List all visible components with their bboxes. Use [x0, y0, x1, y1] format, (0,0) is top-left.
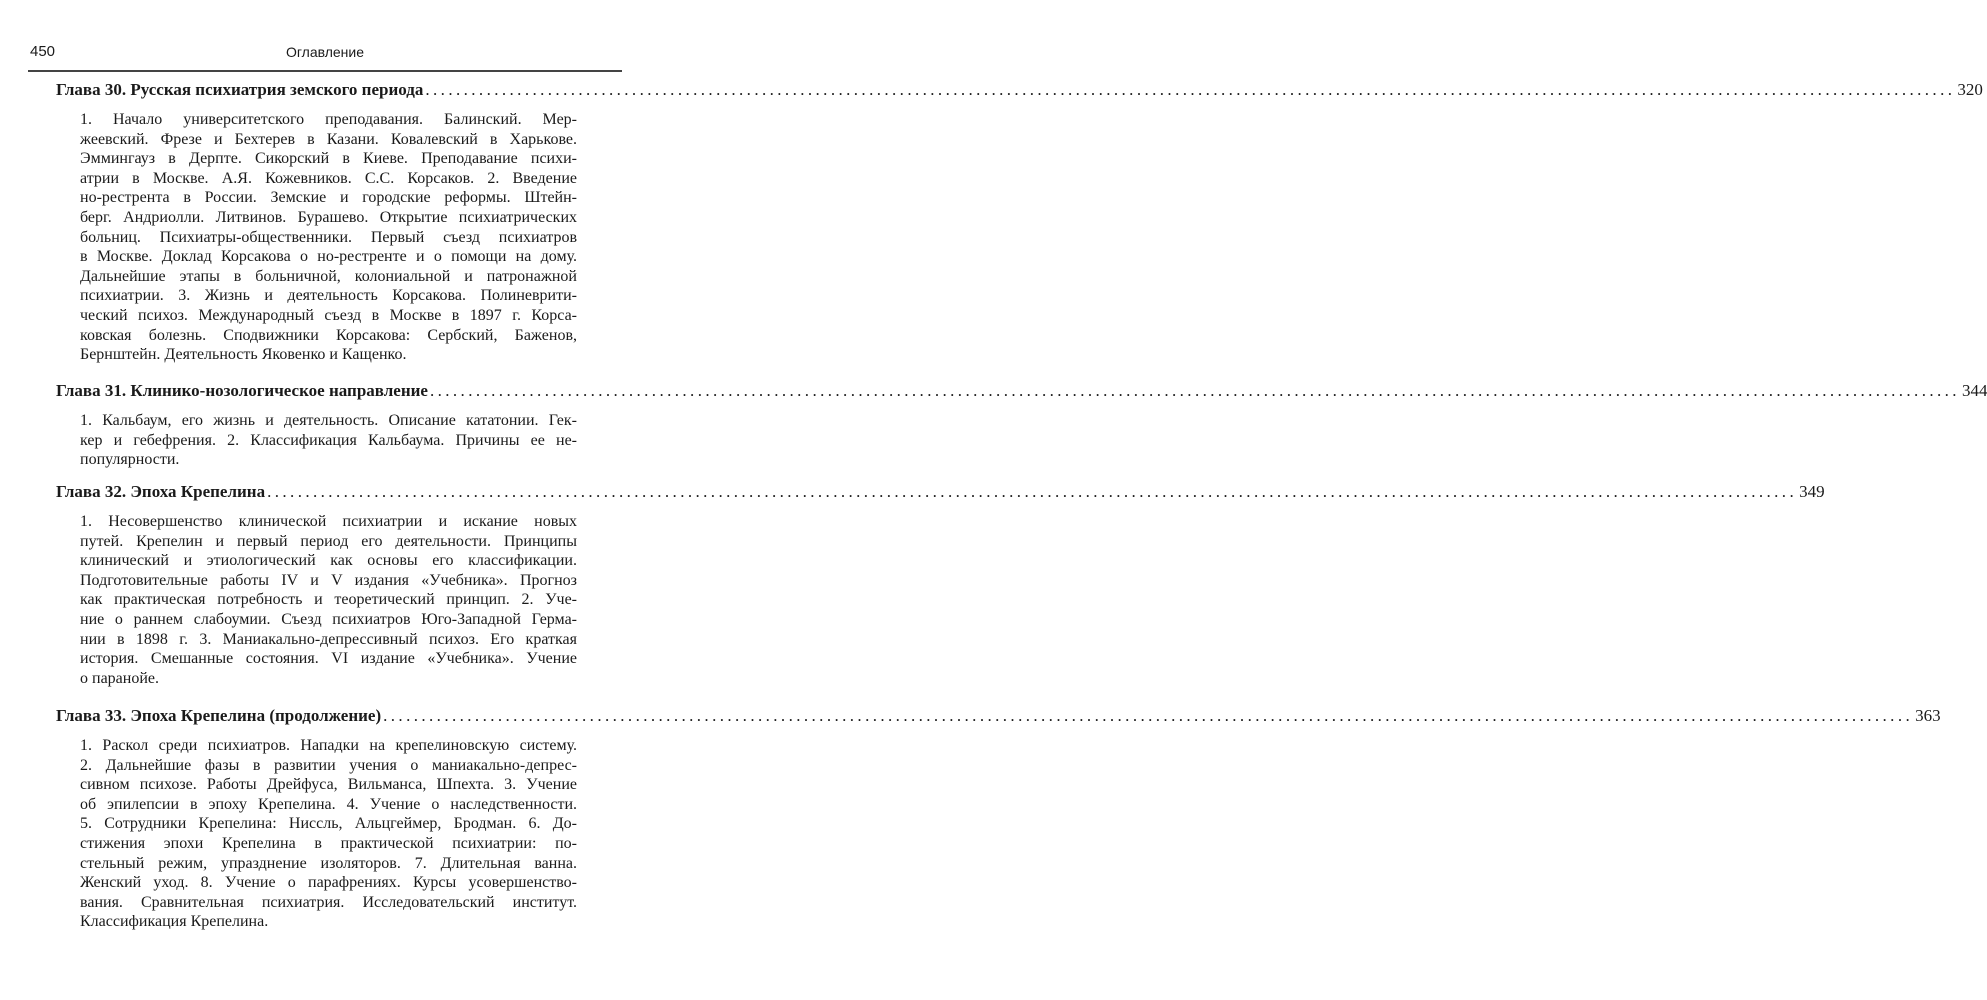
summary-line: жеевский. Фрезе и Бехтерев в Казани. Ковалевский в Харькове.: [80, 130, 577, 148]
summary-line: ческий психоз. Международный съезд в Москве в 1897 г. Корса-: [80, 306, 577, 324]
summary-line: психиатрии. 3. Жизнь и деятельность Корсакова. Полиневрити-: [80, 287, 577, 305]
leader-dots: ........................................................................................................................................................................................................: [267, 482, 1798, 501]
chapter-heading[interactable]: [56, 381, 1987, 405]
leader-dots: ........................................................................................................................................................................................................: [429, 381, 1960, 400]
toc-entry: [56, 706, 1941, 932]
chapter-title: Глава 30. Русская психиатрия земского периода: [56, 80, 424, 99]
summary-line: 5. Сотрудники Крепелина: Ниссль, Альцгеймер, Бродман. 6. До-: [80, 815, 577, 833]
chapter-title: Глава 31. Клинико-нозологическое направление: [56, 381, 428, 400]
summary-line: об эпилепсии в эпоху Крепелина. 4. Учение о наследственности.: [80, 795, 577, 813]
summary-line: нии в 1898 г. 3. Маниакально-депрессивный психоз. Его краткая: [80, 630, 577, 648]
toc-entry: [56, 482, 1825, 688]
summary-line: популярности.: [80, 451, 180, 469]
chapter-summary: [80, 411, 577, 470]
chapter-summary: [80, 512, 577, 688]
summary-line: 2. Дальнейшие фазы в развитии учения о маниакально-депрес-: [80, 756, 577, 774]
summary-line: как практическая потребность и теоретический принцип. 2. Уче-: [80, 591, 577, 609]
leader-dots: ........................................................................................................................................................................................................: [383, 706, 1914, 725]
running-header: [28, 38, 622, 72]
summary-line: 1. Раскол среди психиатров. Нападки на крепелиновскую систему.: [80, 737, 577, 754]
summary-line: Бернштейн. Деятельность Яковенко и Кащенко.: [80, 346, 407, 364]
chapter-page-number: 349: [1799, 482, 1825, 501]
summary-line: путей. Крепелин и первый период его деятельности. Принципы: [80, 532, 577, 550]
toc-entry: [56, 381, 1987, 470]
page-number: 450: [30, 43, 56, 60]
chapter-summary: [80, 736, 577, 932]
chapter-page-number: 344: [1961, 381, 1987, 400]
chapter-summary: [80, 110, 577, 365]
chapter-page-number: 363: [1915, 706, 1941, 725]
summary-line: 1. Несовершенство клинической психиатрии и искание новых: [80, 513, 577, 530]
summary-line: Дальнейшие этапы в больничной, колониальной и патронажной: [80, 267, 577, 285]
chapter-heading[interactable]: [56, 80, 1983, 104]
chapter-heading[interactable]: [56, 482, 1825, 506]
chapter-heading[interactable]: [56, 706, 1941, 730]
summary-line: атрии в Москве. А.Я. Кожевников. С.С. Корсаков. 2. Введение: [80, 169, 577, 187]
summary-line: 1. Кальбаум, его жизнь и деятельность. Описание кататонии. Гек-: [80, 412, 577, 429]
summary-line: история. Смешанные состояния. VI издание «Учебника». Учение: [80, 650, 577, 668]
summary-line: Эммингауз в Дерпте. Сикорский в Киеве. Преподавание психи-: [80, 150, 577, 168]
summary-line: но-рестрента в России. Земские и городские реформы. Штейн-: [80, 189, 577, 207]
running-title: Оглавление: [285, 44, 365, 60]
chapter-page-number: 320: [1957, 80, 1983, 99]
summary-line: стижения эпохи Крепелина в практической психиатрии: по-: [80, 834, 577, 852]
summary-line: о паранойе.: [80, 669, 159, 687]
summary-line: Классификация Крепелина.: [80, 913, 269, 931]
summary-line: клинический и этиологический как основы его классификации.: [80, 552, 577, 570]
summary-line: кер и гебефрения. 2. Классификация Кальбаума. Причины ее не-: [80, 431, 577, 449]
leader-dots: ........................................................................................................................................................................................................: [425, 80, 1956, 99]
summary-line: ние о раннем слабоумии. Съезд психиатров Юго-Западной Герма-: [80, 610, 577, 628]
summary-line: 1. Начало университетского преподавания. Балинский. Мер-: [80, 111, 577, 128]
summary-line: ковская болезнь. Сподвижники Корсакова: Сербский, Баженов,: [80, 326, 577, 344]
summary-line: Подготовительные работы IV и V издания «Учебника». Прогноз: [80, 571, 577, 589]
summary-line: в Москве. Доклад Корсакова о но-рестренте и о помощи на дому.: [80, 248, 577, 266]
summary-line: больниц. Психиатры-общественники. Первый съезд психиатров: [80, 228, 577, 246]
summary-line: вания. Сравнительная психиатрия. Исследовательский институт.: [80, 893, 577, 911]
summary-line: Женский уход. 8. Учение о парафрениях. Курсы усовершенство-: [80, 874, 577, 892]
toc-entry: [56, 80, 1983, 365]
summary-line: сивном психозе. Работы Дрейфуса, Вильманса, Шпехта. 3. Учение: [80, 776, 577, 794]
chapter-title: Глава 33. Эпоха Крепелина (продолжение): [56, 706, 382, 725]
summary-line: берг. Андриолли. Литвинов. Бурашево. Открытие психиатрических: [80, 208, 577, 226]
chapter-title: Глава 32. Эпоха Крепелина: [56, 482, 266, 501]
summary-line: стельный режим, упразднение изоляторов. 7. Длительная ванна.: [80, 854, 577, 872]
